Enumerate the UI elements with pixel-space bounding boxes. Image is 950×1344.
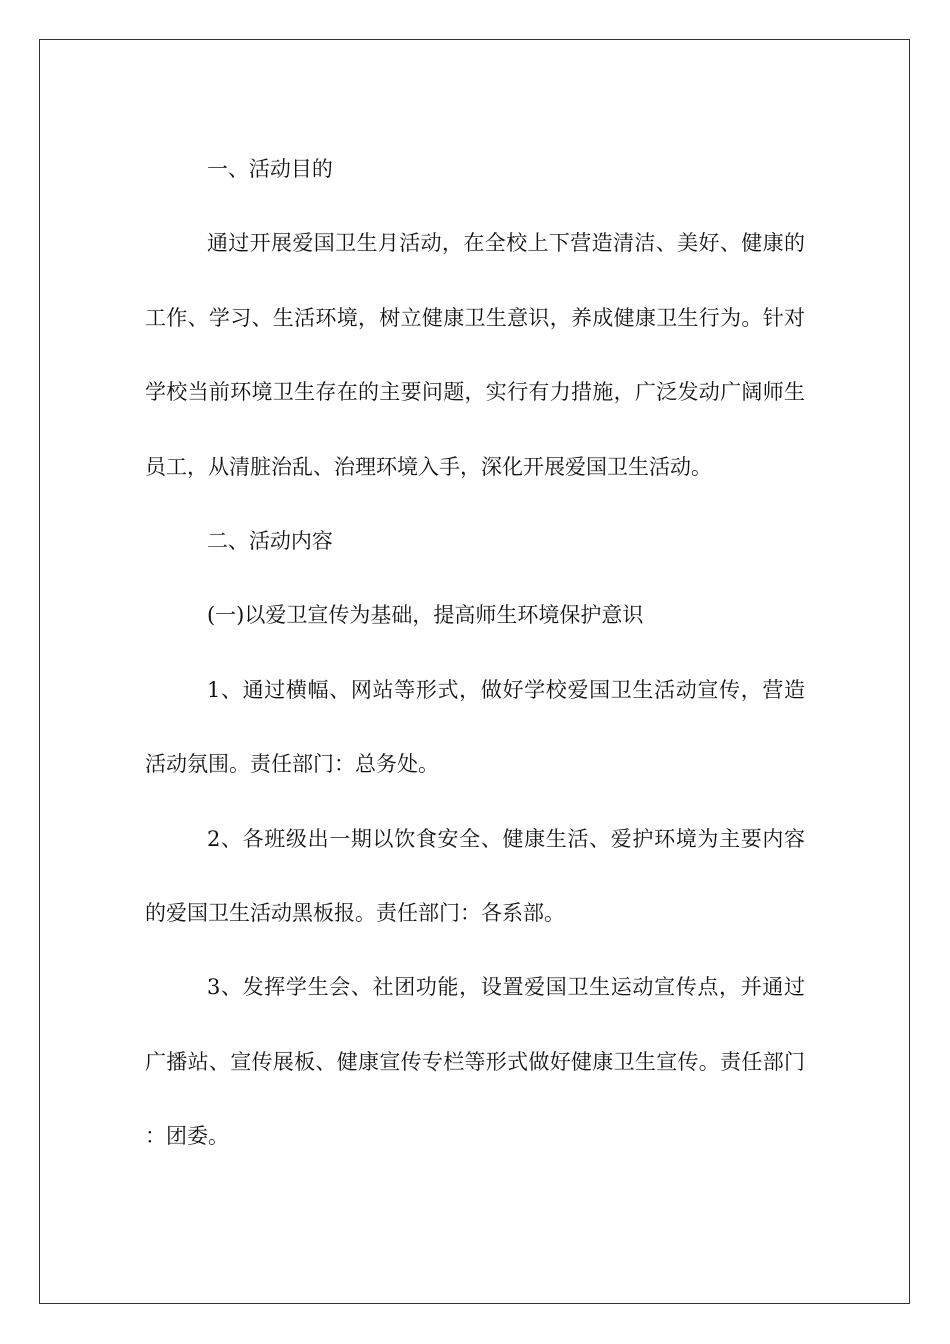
paragraph-item-3: 3、发挥学生会、社团功能，设置爱国卫生运动宣传点，并通过广播站、宣传展板、健康宣传专栏等形式做好健康卫生宣传。责任部门：团委。	[145, 975, 805, 1149]
document-body	[145, 132, 805, 1174]
subsection-heading-publicity: (一)以爱卫宣传为基础，提高师生环境保护意识	[206, 603, 644, 628]
paragraph-purpose: 通过开展爱国卫生月活动，在全校上下营造清洁、美好、健康的工作、学习、生活环境，树立健康卫生意识，养成健康卫生行为。针对学校当前环境卫生存在的主要问题，实行有力措施，广泛发动广阔师生员工，从清脏治乱、治理环境入手，深化开展爱国卫生活动。	[145, 231, 805, 479]
paragraph-item-1: 1、通过横幅、网站等形式，做好学校爱国卫生活动宣传，营造活动氛围。责任部门：总务处。	[145, 677, 805, 777]
section-heading-purpose: 一、活动目的	[206, 157, 333, 181]
paragraph-item-2: 2、各班级出一期以饮食安全、健康生活、爱护环境为主要内容的爱国卫生活动黑板报。责任部门：各系部。	[145, 826, 805, 926]
section-heading-content: 二、活动内容	[206, 529, 333, 554]
